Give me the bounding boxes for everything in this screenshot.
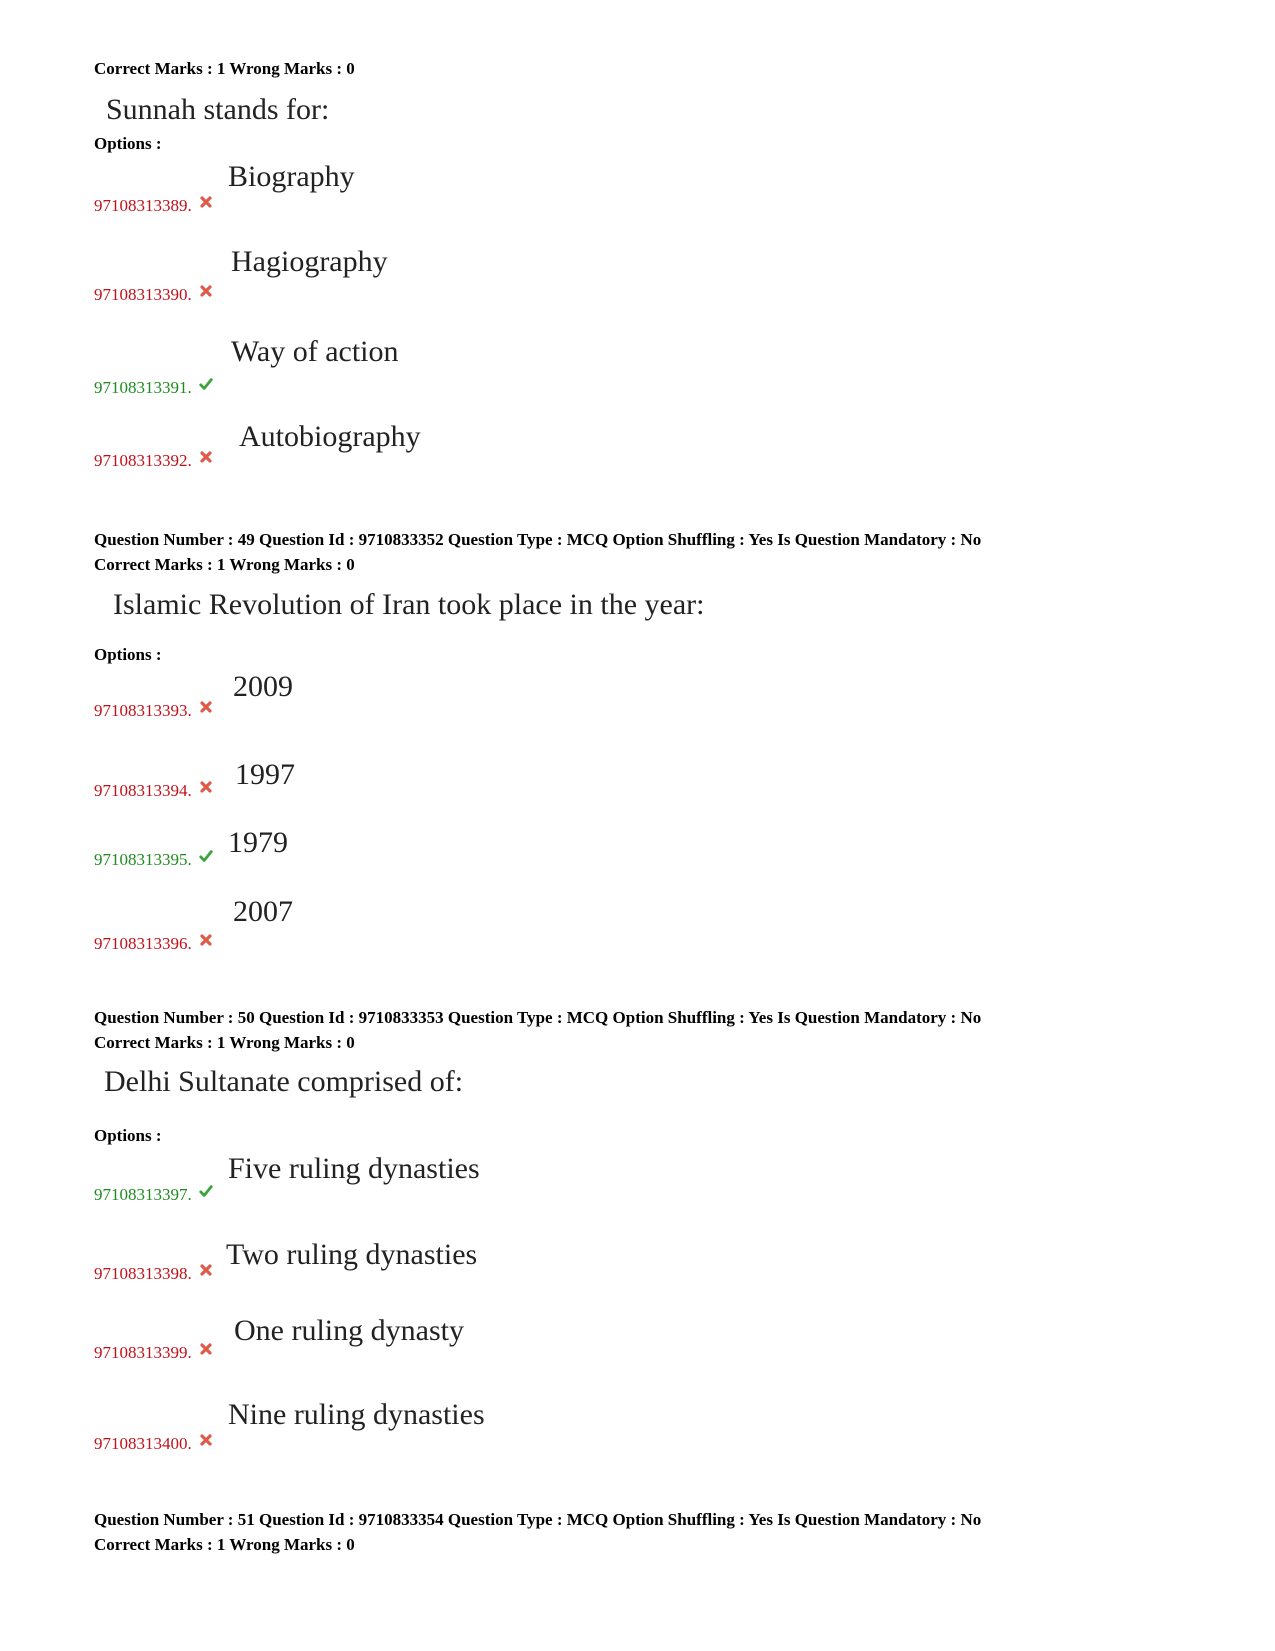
- options-label: Options :: [94, 134, 162, 153]
- check-icon: [199, 849, 213, 863]
- option-text: Autobiography: [239, 420, 421, 453]
- option-number: 97108313396.: [94, 934, 192, 953]
- option-id: [94, 195, 213, 216]
- option-text: 2007: [233, 895, 293, 928]
- option-text: Biography: [228, 160, 355, 193]
- options-label: Options :: [94, 1126, 162, 1145]
- cross-icon: [199, 1433, 213, 1447]
- option-number: 97108313393.: [94, 701, 192, 720]
- option-number: 97108313398.: [94, 1264, 192, 1283]
- marks-line: Correct Marks : 1 Wrong Marks : 0: [94, 1033, 355, 1052]
- cross-icon: [199, 284, 213, 298]
- option-number: 97108313389.: [94, 196, 192, 215]
- option-id: [94, 1342, 213, 1363]
- option-id: [94, 284, 213, 305]
- option-text: Way of action: [231, 335, 399, 368]
- question-header: Question Number : 51 Question Id : 9710833354 Question Type : MCQ Option Shuffling : Yes Is Question Mandatory : No: [94, 1510, 982, 1529]
- option-text: One ruling dynasty: [234, 1314, 464, 1347]
- option-id: [94, 1263, 213, 1284]
- option-text: 1979: [228, 826, 288, 859]
- options-label: Options :: [94, 645, 162, 664]
- option-id: [94, 450, 213, 471]
- option-text: Nine ruling dynasties: [228, 1398, 485, 1431]
- marks-line: Correct Marks : 1 Wrong Marks : 0: [94, 1535, 355, 1554]
- option-text: Two ruling dynasties: [226, 1238, 478, 1271]
- check-icon: [199, 1184, 213, 1198]
- option-number: 97108313399.: [94, 1343, 192, 1362]
- option-number: 97108313400.: [94, 1434, 192, 1453]
- question-header: Question Number : 50 Question Id : 9710833353 Question Type : MCQ Option Shuffling : Yes Is Question Mandatory : No: [94, 1008, 982, 1027]
- option-id: [94, 849, 213, 870]
- cross-icon: [199, 700, 213, 714]
- option-number: 97108313391.: [94, 378, 192, 397]
- question-text: Delhi Sultanate comprised of:: [104, 1065, 464, 1098]
- cross-icon: [199, 780, 213, 794]
- cross-icon: [199, 933, 213, 947]
- option-id: [94, 377, 213, 398]
- option-number: 97108313397.: [94, 1185, 192, 1204]
- marks-line: Correct Marks : 1 Wrong Marks : 0: [94, 59, 355, 78]
- option-id: [94, 780, 213, 801]
- option-text: Hagiography: [231, 245, 388, 278]
- option-id: [94, 1433, 213, 1454]
- option-number: 97108313395.: [94, 850, 192, 869]
- question-header: Question Number : 49 Question Id : 9710833352 Question Type : MCQ Option Shuffling : Yes Is Question Mandatory : No: [94, 530, 982, 549]
- cross-icon: [199, 450, 213, 464]
- option-text: 1997: [235, 758, 295, 791]
- option-id: [94, 700, 213, 721]
- option-id: [94, 933, 213, 954]
- cross-icon: [199, 1263, 213, 1277]
- option-text: Five ruling dynasties: [228, 1152, 480, 1185]
- marks-line: Correct Marks : 1 Wrong Marks : 0: [94, 555, 355, 574]
- question-text: Islamic Revolution of Iran took place in the year:: [113, 588, 705, 621]
- option-number: 97108313392.: [94, 451, 192, 470]
- question-text: Sunnah stands for:: [106, 93, 330, 126]
- check-icon: [199, 377, 213, 391]
- cross-icon: [199, 1342, 213, 1356]
- option-number: 97108313394.: [94, 781, 192, 800]
- option-id: [94, 1184, 213, 1205]
- cross-icon: [199, 195, 213, 209]
- option-number: 97108313390.: [94, 285, 192, 304]
- option-text: 2009: [233, 670, 293, 703]
